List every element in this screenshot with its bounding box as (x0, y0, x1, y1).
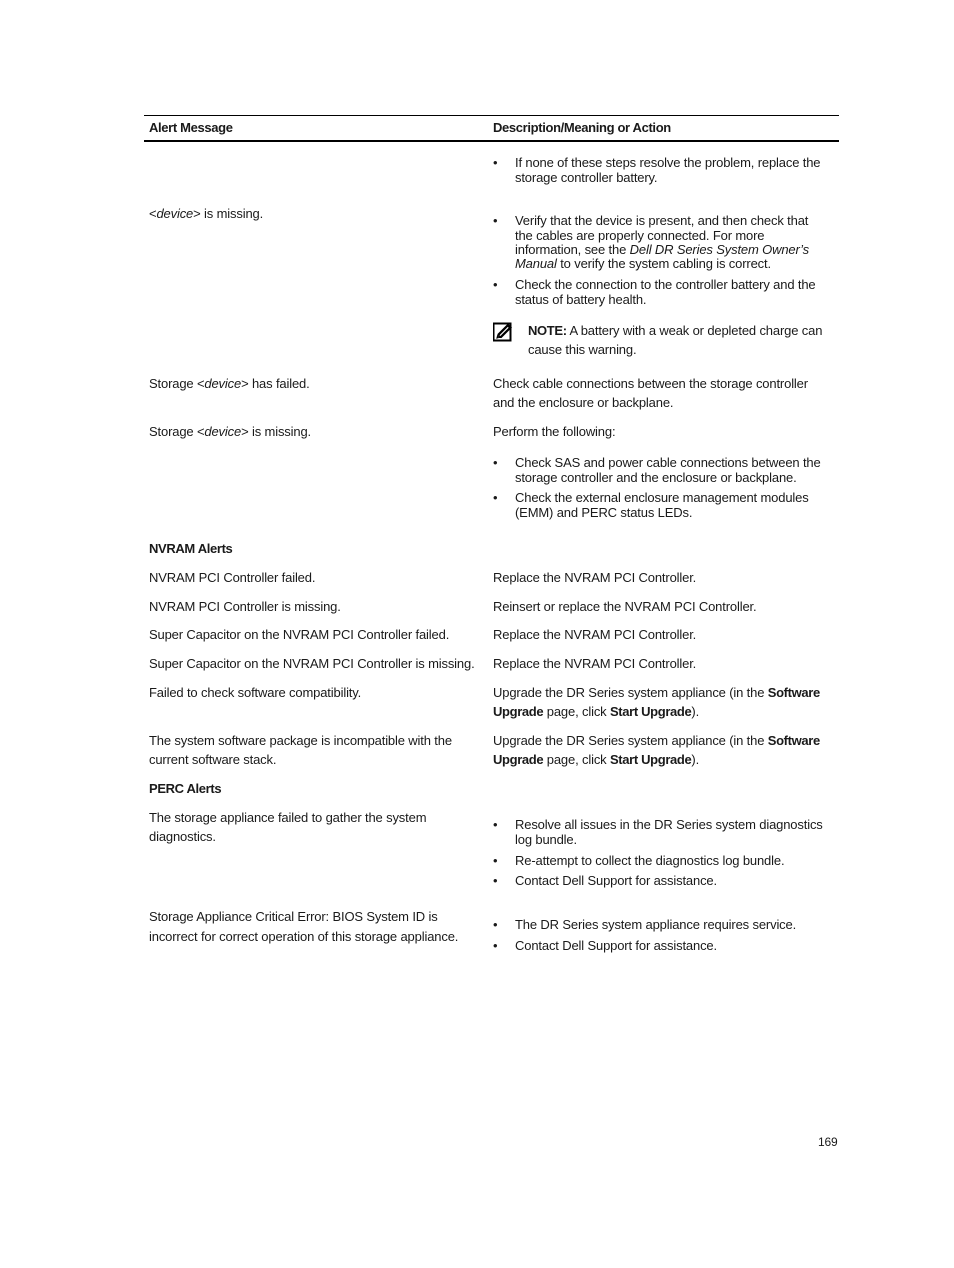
bullet-text: Verify that the device is present, and then check that (515, 213, 809, 228)
bullet-text: If none of these steps resolve the problem, replace the (515, 155, 821, 170)
description-text: Upgrade the DR Series system appliance (in the Software (493, 685, 820, 700)
description-text: Replace the NVRAM PCI Controller. (493, 627, 697, 642)
bullet-text: storage controller and the enclosure or backplane. (515, 470, 797, 485)
bullet-text: status of battery health. (515, 292, 647, 307)
alert-message: Failed to check software compatibility. (149, 685, 362, 700)
description-text: Check cable connections between the storage controller (493, 376, 808, 391)
bullet: • (493, 490, 498, 505)
alert-message: The storage appliance failed to gather the system (149, 810, 427, 825)
table-header-rule (144, 140, 839, 142)
alert-storage-device-failed: Storage <device> has failed. (149, 376, 310, 391)
alert-message: NVRAM PCI Controller is missing. (149, 599, 341, 614)
alert-message: incorrect for correct operation of this storage appliance. (149, 929, 459, 944)
bullet-text: Check the connection to the controller battery and the (515, 277, 816, 292)
section-heading-nvram: NVRAM Alerts (149, 541, 233, 556)
description-text: and the enclosure or backplane. (493, 395, 674, 410)
alert-message: Super Capacitor on the NVRAM PCI Controller failed. (149, 627, 450, 642)
description-text: Perform the following: (493, 424, 616, 439)
bullet-text: Re-attempt to collect the diagnostics log bundle. (515, 853, 785, 868)
owners-manual-reference: Dell DR Series System Owner’s (629, 242, 810, 257)
bullet-text: storage controller battery. (515, 170, 658, 185)
bullet-text: Manual to verify the system cabling is correct. (515, 256, 771, 271)
alert-storage-device-missing: Storage <device> is missing. (149, 424, 312, 439)
alert-message: Storage Appliance Critical Error: BIOS System ID is (149, 909, 438, 924)
description-text: Replace the NVRAM PCI Controller. (493, 656, 697, 671)
bullet-text: Check SAS and power cable connections between the (515, 455, 821, 470)
description-text: Upgrade page, click Start Upgrade). (493, 752, 700, 767)
bullet: • (493, 938, 498, 953)
bullet: • (493, 853, 498, 868)
note-text: cause this warning. (528, 342, 637, 357)
alert-message: current software stack. (149, 752, 277, 767)
bullet-text: the cables are properly connected. For more (515, 228, 765, 243)
alert-message: The system software package is incompatible with the (149, 733, 452, 748)
section-heading-perc: PERC Alerts (149, 781, 222, 796)
note-text: NOTE: A battery with a weak or depleted charge can (528, 323, 823, 338)
bullet: • (493, 917, 498, 932)
note-label: NOTE: (528, 323, 567, 338)
alert-device-missing: <device> is missing. (149, 206, 264, 221)
bullet: • (493, 455, 498, 470)
bullet: • (493, 155, 498, 170)
alert-message: Super Capacitor on the NVRAM PCI Controller is missing. (149, 656, 475, 671)
bullet-text: (EMM) and PERC status LEDs. (515, 505, 693, 520)
bullet: • (493, 213, 498, 228)
description-text: Replace the NVRAM PCI Controller. (493, 570, 697, 585)
bullet-text: Contact Dell Support for assistance. (515, 938, 717, 953)
alert-message: NVRAM PCI Controller failed. (149, 570, 316, 585)
alert-message: diagnostics. (149, 829, 216, 844)
pencil-note-icon (493, 322, 513, 342)
bullet-text: Contact Dell Support for assistance. (515, 873, 717, 888)
header-alert-message: Alert Message (149, 120, 233, 135)
bullet: • (493, 817, 498, 832)
bullet: • (493, 873, 498, 888)
page-number: 169 (818, 1135, 838, 1149)
description-text: Upgrade page, click Start Upgrade). (493, 704, 700, 719)
bullet: • (493, 277, 498, 292)
header-description: Description/Meaning or Action (493, 120, 671, 135)
bullet-text: information, see the Dell DR Series System Owner’s (515, 242, 810, 257)
description-text: Upgrade the DR Series system appliance (in the Software (493, 733, 820, 748)
bullet-text: The DR Series system appliance requires service. (515, 917, 797, 932)
description-text: Reinsert or replace the NVRAM PCI Controller. (493, 599, 757, 614)
bullet-text: log bundle. (515, 832, 577, 847)
bullet-text: Check the external enclosure management modules (515, 490, 809, 505)
bullet-text: Resolve all issues in the DR Series system diagnostics (515, 817, 823, 832)
table-top-rule (144, 115, 839, 116)
